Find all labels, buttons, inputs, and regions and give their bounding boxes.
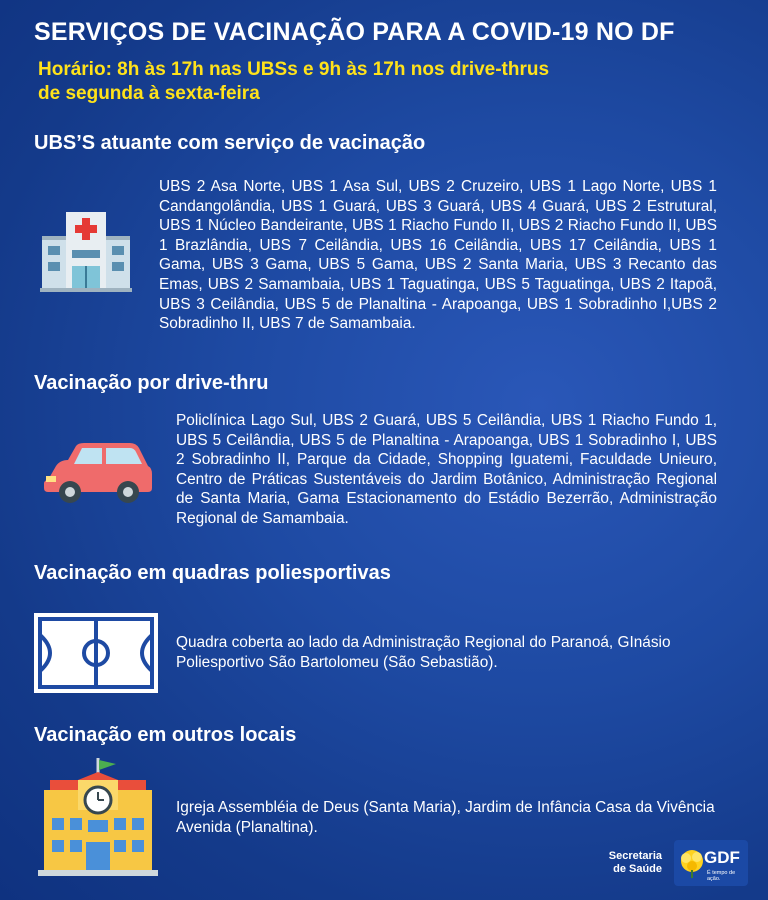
hours-line-1: Horário: 8h às 17h nas UBSs e 9h às 17h nos drive-thrus [38,59,550,80]
section-title-ubs: UBS’S atuante com serviço de vacinação [34,132,426,154]
section-title-sports-courts: Vacinação em quadras poliesportivas [34,562,391,584]
hours-line-2: de segunda à sexta-feira [38,83,260,104]
car-icon [42,442,154,509]
drive-thru-list-text: Policlínica Lago Sul, UBS 2 Guará, UBS 5 Ceilândia, UBS 1 Riacho Fundo 1, UBS 5 Ceilândia, UBS 5 de Planaltina - Arapoanga, UBS 1 Sobradinho I, UBS 2 Sobradinho II, Parque da Cidade, Shopping Iguatemi, Faculdade Unieuro, Centro de Práticas Sustentáveis do Jardim Botânico, Administração Regional de Santa Maria, Gama Estacionamento do Estádio Bezerrão, Administração Regional de Samambaia. [176,412,717,527]
page-title: SERVIÇOS DE VACINAÇÃO PARA A COVID-19 NO DF [34,18,675,46]
other-locations-list-text: Igreja Assembléia de Deus (Santa Maria), Jardim de Infância Casa da Vivência Avenida (Planaltina). [176,799,715,836]
gdf-logo-subtitle: É tempo de ação. [707,870,736,882]
school-building-icon [38,758,158,881]
section-title-other-locations: Vacinação em outros locais [34,724,297,746]
sports-courts-list-text: Quadra coberta ao lado da Administração Regional do Paranoá, GInásio Poliesportivo São Bartolomeu (São Sebastião). [176,634,671,671]
gdf-logo [674,840,748,886]
secretaria-line-1: Secretaria [608,850,662,862]
secretaria-line-2: de Saúde [613,863,662,875]
sports-court-icon [34,613,158,698]
footer-logos [609,840,748,886]
ubs-list-text: UBS 2 Asa Norte, UBS 1 Asa Sul, UBS 2 Cruzeiro, UBS 1 Lago Norte, UBS 1 Candangolândia, UBS 1 Guará, UBS 3 Guará, UBS 4 Guará, UBS 2 Estrutural, UBS 1 Núcleo Bandeirante, UBS 1 Riacho Fundo II, UBS 2 Riacho Fundo II, UBS 1 Brazlândia, UBS 7 Ceilândia, UBS 16 Ceilândia, UBS 17 Ceilândia, UBS 1 Gama, UBS 3 Gama, UBS 5 Gama, UBS 2 Santa Maria, UBS 3 Recanto das Emas, UBS 2 Samambaia, UBS 1 Taguatinga, UBS 5 Taguatinga, UBS 2 Itapoã, UBS 3 Ceilândia, UBS 5 de Planaltina - Arapoanga, UBS 1 Sobradinho I,UBS 2 Sobradinho II, UBS 7 de Samambaia. [159,178,717,333]
ipe-flower-icon [677,848,707,878]
secretaria-saude-logo [609,850,662,876]
section-title-drive-thru: Vacinação por drive-thru [34,372,269,394]
gdf-logo-text: GDF [704,848,740,867]
hospital-icon [40,210,132,297]
hours-info [38,58,658,106]
